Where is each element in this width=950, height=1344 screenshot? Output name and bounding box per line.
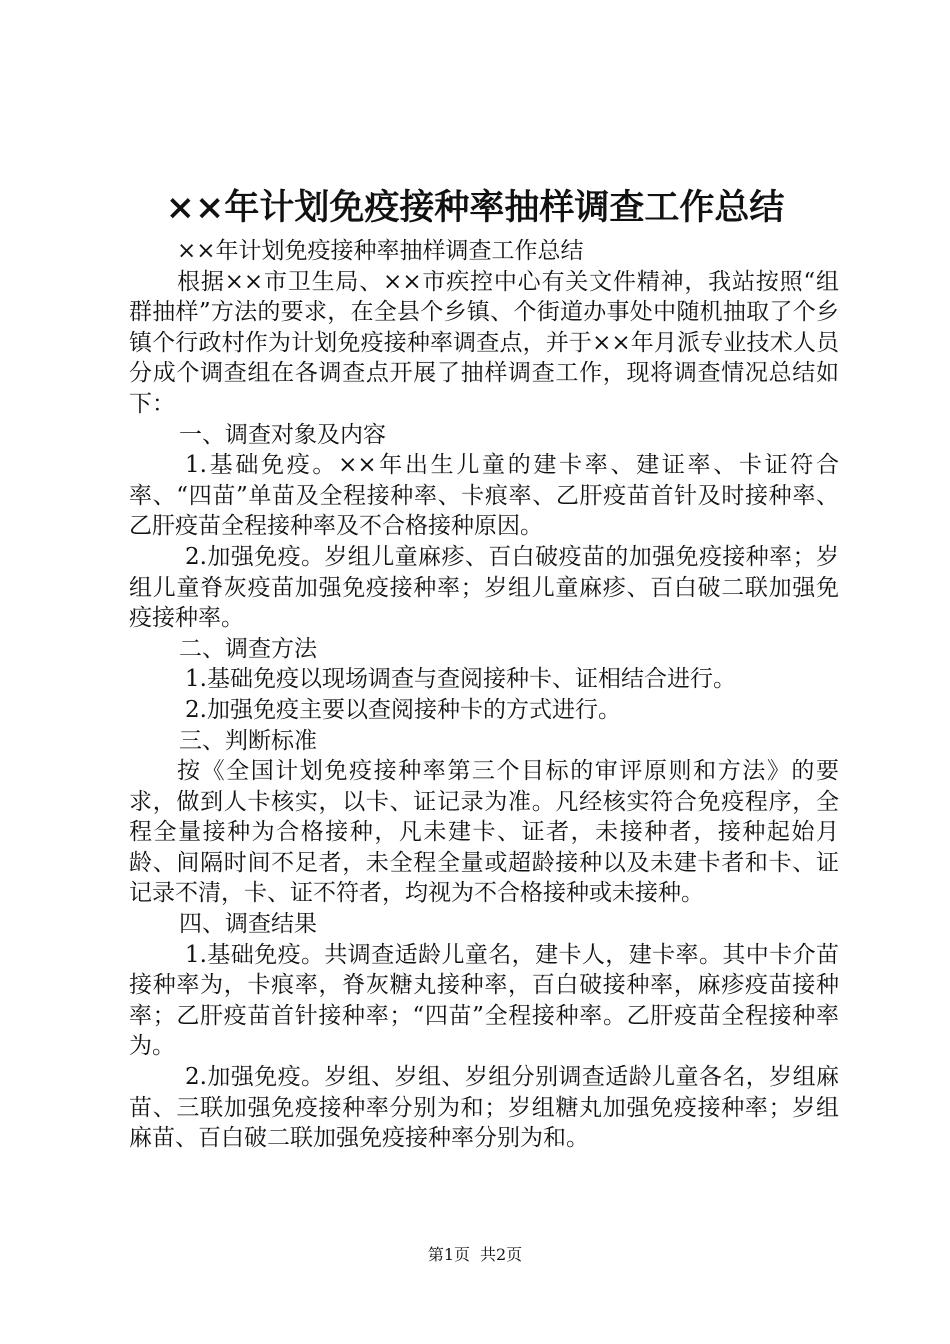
paragraph-subtitle: ××年计划免疫接种率抽样调查工作总结 [177, 238, 584, 264]
paragraph-1-2: 2.加强免疫。岁组儿童麻疹、百白破疫苗的加强免疫接种率；岁组儿童脊灰疫苗加强免疫接种率；岁组儿童麻疹、百白破二联加强免疫接种率。 [129, 543, 839, 632]
paragraph-intro: 根据××市卫生局、××市疾控中心有关文件精神，我站按照“组群抽样”方法的要求，在全县个乡镇、个街道办事处中随机抽取了个乡镇个行政村作为计划免疫接种率调查点，并于××年月派专业技术人员分成个调查组在各调查点开展了抽样调查工作，现将调查情况总结如下： [129, 268, 839, 417]
section-heading-4: 四、调查结果 [179, 911, 317, 938]
page-total: 共2页 [480, 1245, 523, 1264]
paragraph-2-2: 2.加强免疫主要以查阅接种卡的方式进行。 [185, 696, 621, 723]
paragraph-1-1: 1.基础免疫。××年出生儿童的建卡率、建证率、卡证符合率、“四苗”单苗及全程接种率、卡痕率、乙肝疫苗首针及时接种率、乙肝疫苗全程接种率及不合格接种原因。 [129, 452, 839, 540]
section-heading-3: 三、判断标准 [179, 727, 317, 754]
paragraph-3: 按《全国计划免疫接种率第三个目标的审评原则和方法》的要求，做到人卡核实，以卡、证记录为准。凡经核实符合免疫程序，全程全量接种为合格接种，凡未建卡、证者，未接种者，接种起始月龄、间隔时间不足者，未全程全量或超龄接种以及未建卡者和卡、证记录不清，卡、证不符者，均视为不合格接种或未接种。 [129, 758, 839, 907]
paragraph-4-1: 1.基础免疫。共调查适龄儿童名，建卡人，建卡率。其中卡介苗接种率为，卡痕率，脊灰糖丸接种率，百白破接种率，麻疹疫苗接种率；乙肝疫苗首针接种率；“四苗”全程接种率。乙肝疫苗全程接种率为。 [129, 941, 839, 1060]
page-number: 第1页 [427, 1245, 470, 1264]
document-body [129, 236, 839, 1154]
section-heading-1: 一、调查对象及内容 [179, 421, 386, 448]
paragraph-4-2: 2.加强免疫。岁组、岁组、岁组分别调查适龄儿童各名，岁组麻苗、三联加强免疫接种率分别为和；岁组糖丸加强免疫接种率；岁组麻苗、百白破二联加强免疫接种率分别为和。 [129, 1064, 839, 1152]
document-title: ××年计划免疫接种率抽样调查工作总结 [165, 187, 785, 228]
section-heading-2: 二、调查方法 [179, 635, 317, 662]
page-footer [0, 1244, 950, 1266]
paragraph-2-1: 1.基础免疫以现场调查与查阅接种卡、证相结合进行。 [185, 666, 736, 693]
